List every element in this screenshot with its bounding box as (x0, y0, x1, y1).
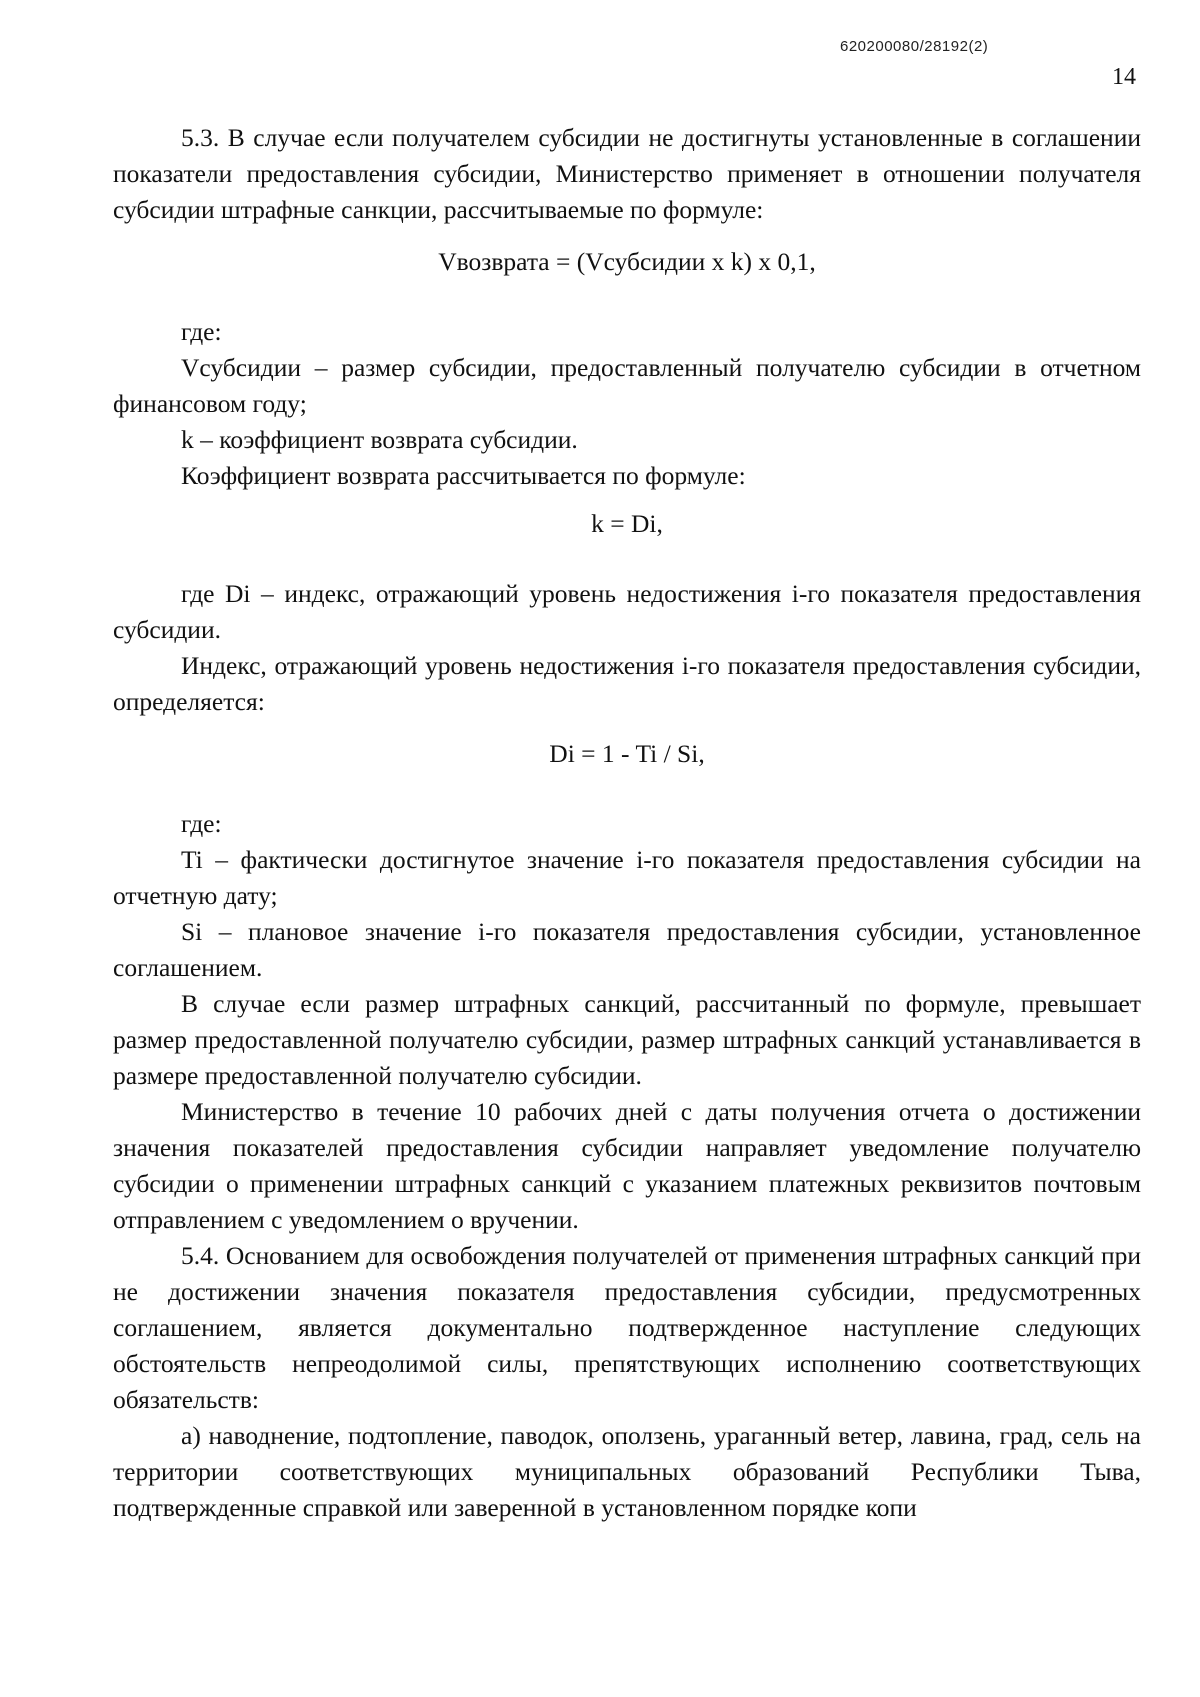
paragraph-notification: Министерство в течение 10 рабочих дней с даты получения отчета о достижении значения показателей предоставления субсидии направляет уведомление получателю субсидии о применении штрафных санкций с указанием платежных реквизитов почтовым отправлением с уведомлением о вручении. (113, 1097, 1141, 1234)
definition-di: где Di – индекс, отражающий уровень недостижения i-го показателя предоставления субсидии. (113, 579, 1141, 644)
definition-si: Si – плановое значение i-го показателя предоставления субсидии, установленное соглашением. (113, 917, 1141, 982)
paragraph-item-a: а) наводнение, подтопление, паводок, оползень, ураганный ветер, лавина, град, сель на территории соответствующих муниципальных образований Республики Тыва, подтвержденные справкой или заверенной в установленном порядке копи (113, 1421, 1141, 1522)
paragraph-5-4: 5.4. Основанием для освобождения получателей от применения штрафных санкций при не достижении значения показателя предоставления субсидии, предусмотренных соглашением, является документально подтвержденное наступление следующих обстоятельств непреодолимой силы, препятствующих исполнению соответствующих обязательств: (113, 1241, 1141, 1414)
di-formula-intro: Индекс, отражающий уровень недостижения i-го показателя предоставления субсидии, определяется: (113, 651, 1141, 716)
k-formula-intro: Коэффициент возврата рассчитывается по формуле: (181, 461, 746, 490)
page-number: 14 (1112, 64, 1136, 90)
definition-ti: Ti – фактически достигнутое значение i-го показателя предоставления субсидии на отчетную дату; (113, 845, 1141, 910)
document-id: 620200080/28192(2) (840, 38, 989, 55)
paragraph-5-3: 5.3. В случае если получателем субсидии не достигнуты установленные в соглашении показатели предоставления субсидии, Министерство применяет в отношении получателя субсидии штрафные санкции, рассчитываемые по формуле: (113, 123, 1141, 224)
where-label: где: (181, 317, 222, 346)
definition-k: k – коэффициент возврата субсидии. (181, 425, 578, 454)
formula-di: Di = 1 - Ti / Si, (549, 739, 705, 768)
definition-v-subsidy: Vсубсидии – размер субсидии, предоставленный получателю субсидии в отчетном финансовом году; (113, 353, 1141, 418)
formula-k: k = Di, (591, 509, 663, 538)
formula-v-return: Vвозврата = (Vсубсидии x k) x 0,1, (438, 247, 816, 276)
document-body (113, 120, 1141, 1526)
where-label-2: где: (181, 809, 222, 838)
paragraph-penalty-cap: В случае если размер штрафных санкций, рассчитанный по формуле, превышает размер предоставленной получателю субсидии, размер штрафных санкций устанавливается в размере предоставленной получателю субсидии. (113, 989, 1141, 1090)
